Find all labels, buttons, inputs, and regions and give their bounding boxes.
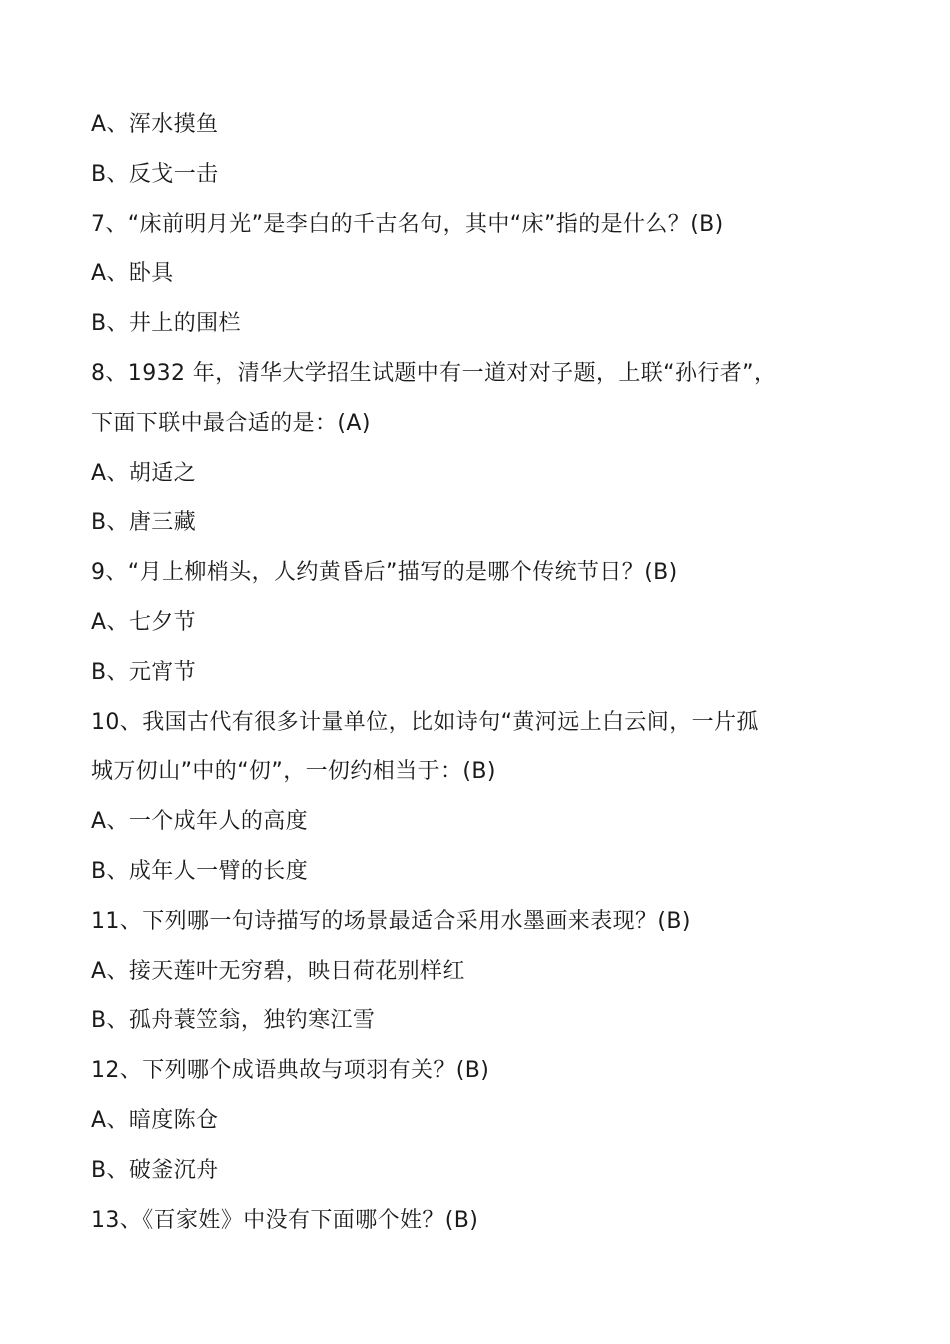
option-text: B、井上的围栏: [91, 311, 241, 337]
option-text: B、成年人一臂的长度: [91, 858, 309, 884]
option-text: A、胡适之: [91, 460, 197, 486]
question-text: 7、“床前明月光”是李白的千古名句，其中“床”指的是什么？(B): [91, 211, 724, 237]
question-text: 10、我国古代有很多计量单位，比如诗句“黄河远上白云间，一片孤: [91, 709, 759, 735]
question-text-continued: 城万仞山”中的“仞”，一仞约相当于：(B): [91, 759, 496, 785]
option-text: A、暗度陈仓: [91, 1107, 219, 1133]
option-text: A、卧具: [91, 261, 174, 287]
option-text: B、唐三藏: [91, 510, 197, 536]
option-text: B、元宵节: [91, 659, 197, 685]
question-text: 9、“月上柳梢头，人约黄昏后”描写的是哪个传统节日？(B): [91, 560, 678, 586]
option-text: A、一个成年人的高度: [91, 809, 309, 835]
question-text: 11、下列哪一句诗描写的场景最适合采用水墨画来表现？(B): [91, 908, 691, 934]
document-page: [91, 100, 881, 1245]
option-text: B、孤舟蓑笠翁，独钓寒江雪: [91, 1008, 376, 1034]
option-text: A、接天莲叶无穷碧，映日荷花别样红: [91, 958, 465, 984]
option-text: B、反戈一击: [91, 161, 219, 187]
option-text: A、浑水摸鱼: [91, 112, 219, 137]
option-text: B、破釜沉舟: [91, 1157, 219, 1183]
question-text: 8、1932 年，清华大学招生试题中有一道对对子题，上联“孙行者”，: [91, 360, 777, 386]
question-text: 12、下列哪个成语典故与项羽有关？(B): [91, 1058, 490, 1084]
option-text: A、七夕节: [91, 609, 197, 635]
question-text: 13、《百家姓》中没有下面哪个姓？(B): [91, 1207, 479, 1233]
question-text-continued: 下面下联中最合适的是：(A): [91, 410, 371, 436]
